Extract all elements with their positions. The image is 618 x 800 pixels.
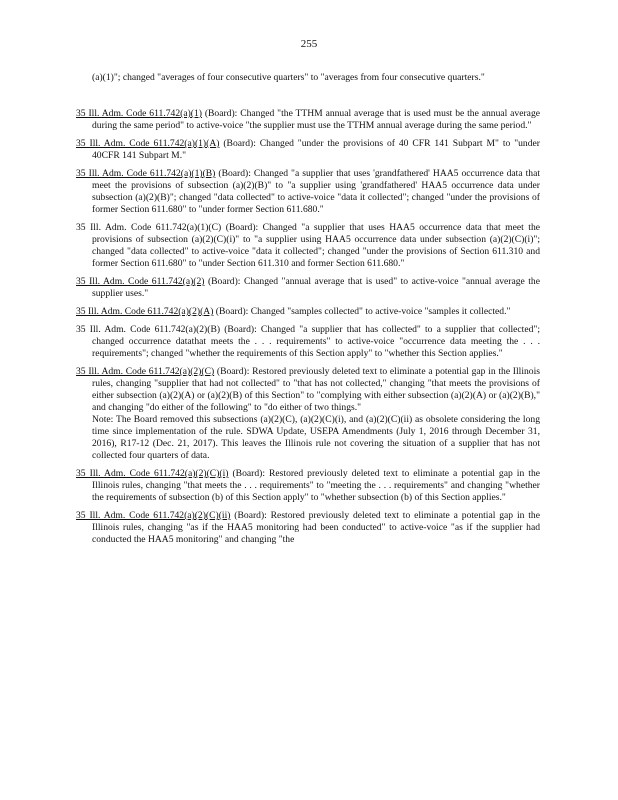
entry-611-742-a-1-B <box>76 168 540 216</box>
entries-list <box>76 108 540 552</box>
citation: 35 Ill. Adm. Code 611.742(a)(2)(C)(ii) <box>76 510 231 521</box>
entry-611-742-a-2-C-i <box>76 468 540 504</box>
entry-body: (Board): Restored previously deleted text to eliminate a potential gap in the Illinois rules, changing "supplier that had not collected" to "that has not collected," changing "that meets the provisions of either subsection (a)(2)(A) or (a)(2)(B) of this Section" to "complying with either subsection (a)(2)(A) or (a)(2)(B)," and changing "do either of the following" to "do either of two things." <box>92 366 540 413</box>
entry-note: Note: The Board removed this subsections (a)(2)(C), (a)(2)(C)(i), and (a)(2)(C)(ii) as obsolete considering the long time since implementation of the rule. SDWA Update, USEPA Amendments (July 1, 2016 through December 31, 2016), R17-12 (Dec. 21, 2017). This leaves the Illinois rule not covering the situation of a supplier that has not collected four quarters of data. <box>92 414 540 461</box>
entry-611-742-a-1-A <box>76 138 540 162</box>
page-number: 255 <box>300 38 318 50</box>
entry-body: (Board): Restored previously deleted text to eliminate a potential gap in the Illinois rules, changing "as if the HAA5 monitoring had been conducted" to active-voice "as if the supplier had conducted the HAA5 monitoring" and changing "the <box>92 510 540 545</box>
entry-body: (Board): Restored previously deleted text to eliminate a potential gap in the Illinois rules, changing "that meets the . . . requirements" to "meeting the . . . requirements" and changing "whether the requirements of subsection (b) of this Section apply" to "whether subsection (b) of this Section applies." <box>92 468 541 503</box>
intro-paragraph: (a)(1)"; changed "averages of four consecutive quarters" to "averages from four consecutive quarters." <box>92 72 485 83</box>
entry-611-742-a-1 <box>76 108 540 132</box>
entry-611-742-a-2-A <box>76 306 540 318</box>
entry-611-742-a-1-C <box>76 222 540 270</box>
citation: 35 Ill. Adm. Code 611.742(a)(1)(B) <box>76 168 216 179</box>
citation: 35 Ill. Adm. Code 611.742(a)(2)(B) <box>76 324 221 335</box>
citation: 35 Ill. Adm. Code 611.742(a)(1) <box>76 108 202 119</box>
citation: 35 Ill. Adm. Code 611.742(a)(1)(A) <box>76 138 220 149</box>
entry-611-742-a-2 <box>76 276 540 300</box>
entry-body: (Board): Changed "samples collected" to active-voice "samples it collected." <box>213 306 511 317</box>
citation: 35 Ill. Adm. Code 611.742(a)(2)(C) <box>76 366 215 377</box>
entry-body: (Board): Changed "a supplier that uses HAA5 occurrence data that meet the provisions of subsection (a)(2)(C)(i)" to "a supplier using HAA5 occurrence data under subsection (a)(2)(C)(i)"; changed "data collected" to active-voice "data it collected"; changed "under the provisions of Section 611.310 and former Section 611.680" to "under Section 611.310 and former Section 611.680." <box>92 222 540 269</box>
entry-body: (Board): Changed "annual average that is used" to active-voice "annual average the supplier uses." <box>92 276 540 299</box>
citation: 35 Ill. Adm. Code 611.742(a)(2) <box>76 276 205 287</box>
entry-body: (Board): Changed "a supplier that uses 'grandfathered' HAA5 occurrence data that meet the provisions of subsection (a)(2)(B)" to "a supplier using 'grandfathered' HAA5 occurrence data under subsection (a)(2)(B)"; changed "data collected" to active-voice "data it collected"; changed "under the provisions of former Section 611.680" to "under former Section 611.680." <box>92 168 540 215</box>
citation: 35 Ill. Adm. Code 611.742(a)(1)(C) <box>76 222 222 233</box>
entry-611-742-a-2-C-ii <box>76 510 540 546</box>
entry-611-742-a-2-B <box>76 324 540 360</box>
citation: 35 Ill. Adm. Code 611.742(a)(2)(C)(i) <box>76 468 229 479</box>
entry-body: (Board): Changed "the TTHM annual average that is used must be the annual average during the same period" to active-voice "the supplier must use the TTHM annual average during the same period." <box>92 108 540 131</box>
citation: 35 Ill. Adm. Code 611.742(a)(2)(A) <box>76 306 214 317</box>
entry-body: (Board): Changed "under the provisions of 40 CFR 141 Subpart M" to "under 40CFR 141 Subpart M." <box>92 138 540 161</box>
entry-611-742-a-2-C <box>76 366 540 462</box>
entry-body: (Board): Changed "a supplier that has collected" to a supplier that collected"; changed occurrence datathat meets the . . . requirements" to active-voice "occurrence data meeting the . . . requirements"; changed "whether the requirements of this Section apply" to "whether this Section applies." <box>92 324 540 359</box>
